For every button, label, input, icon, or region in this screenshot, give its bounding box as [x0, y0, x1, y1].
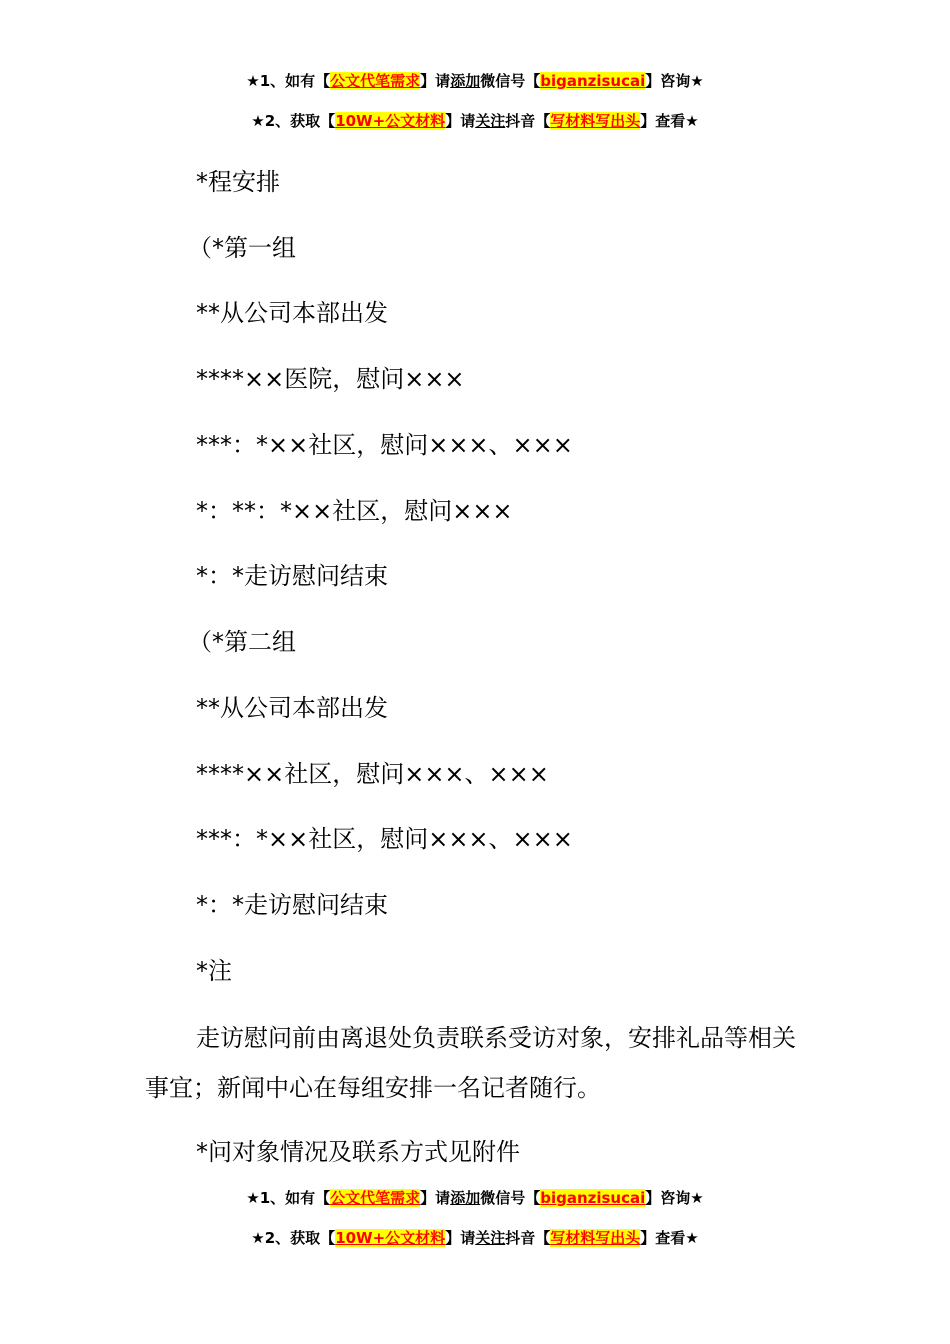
banner-text: 】请 [420, 72, 451, 90]
banner-text: 抖音【 [505, 112, 551, 130]
banner-emphasis: 关注 [475, 112, 506, 130]
banner-text: 微信号【 [480, 72, 541, 90]
schedule-item: **从公司本部出发 [196, 694, 388, 722]
banner-emphasis: 添加 [450, 1189, 481, 1207]
banner-highlight-wechat-id: biganzisucai [540, 72, 646, 90]
banner-suffix: 】查看★ [640, 112, 699, 130]
schedule-item: **从公司本部出发 [196, 299, 388, 327]
notes-paragraph: 走访慰问前由离退处负责联系受访对象，安排礼品等相关事宜；新闻中心在每组安排一名记者随行。 [145, 1024, 796, 1102]
group-two-heading: （*第二组 [188, 628, 296, 656]
banner-highlight-service: 公文代笔需求 [330, 1189, 421, 1207]
banner-suffix: 】咨询★ [645, 72, 704, 90]
banner-highlight-douyin-account: 写材料写出头 [550, 1229, 641, 1247]
promo-banner-line-2-bottom [0, 1227, 950, 1249]
banner-emphasis: 关注 [475, 1229, 506, 1247]
schedule-item: *：**：*××社区，慰问××× [196, 497, 513, 525]
schedule-item: *：*走访慰问结束 [196, 562, 388, 590]
banner-suffix: 】查看★ [640, 1229, 699, 1247]
banner-text: 】请 [445, 112, 476, 130]
banner-prefix: ★1、如有【 [246, 72, 331, 90]
banner-highlight-service: 公文代笔需求 [330, 72, 421, 90]
banner-highlight-materials: 10W+公文材料 [335, 112, 446, 130]
schedule-item: *：*走访慰问结束 [196, 891, 388, 919]
banner-text: 抖音【 [505, 1229, 551, 1247]
schedule-item: ****××医院，慰问××× [196, 365, 465, 393]
promo-banner-line-2-top [0, 110, 950, 132]
banner-highlight-materials: 10W+公文材料 [335, 1229, 446, 1247]
banner-highlight-wechat-id: biganzisucai [540, 1189, 646, 1207]
banner-prefix: ★1、如有【 [246, 1189, 331, 1207]
banner-suffix: 】咨询★ [645, 1189, 704, 1207]
attachment-note: *问对象情况及联系方式见附件 [196, 1138, 520, 1166]
banner-emphasis: 添加 [450, 72, 481, 90]
schedule-item: ***：*××社区，慰问×××、××× [196, 825, 573, 853]
promo-banner-line-1-top [0, 70, 950, 92]
banner-prefix: ★2、获取【 [251, 1229, 336, 1247]
schedule-item: ****××社区，慰问×××、××× [196, 760, 549, 788]
banner-text: 】请 [445, 1229, 476, 1247]
group-one-heading: （*第一组 [188, 234, 296, 262]
schedule-item: ***：*××社区，慰问×××、××× [196, 431, 573, 459]
promo-banner-line-1-bottom [0, 1187, 950, 1209]
banner-text: 】请 [420, 1189, 451, 1207]
notes-heading: *注 [196, 957, 232, 985]
banner-highlight-douyin-account: 写材料写出头 [550, 112, 641, 130]
banner-prefix: ★2、获取【 [251, 112, 336, 130]
banner-text: 微信号【 [480, 1189, 541, 1207]
schedule-heading: *程安排 [196, 168, 280, 196]
